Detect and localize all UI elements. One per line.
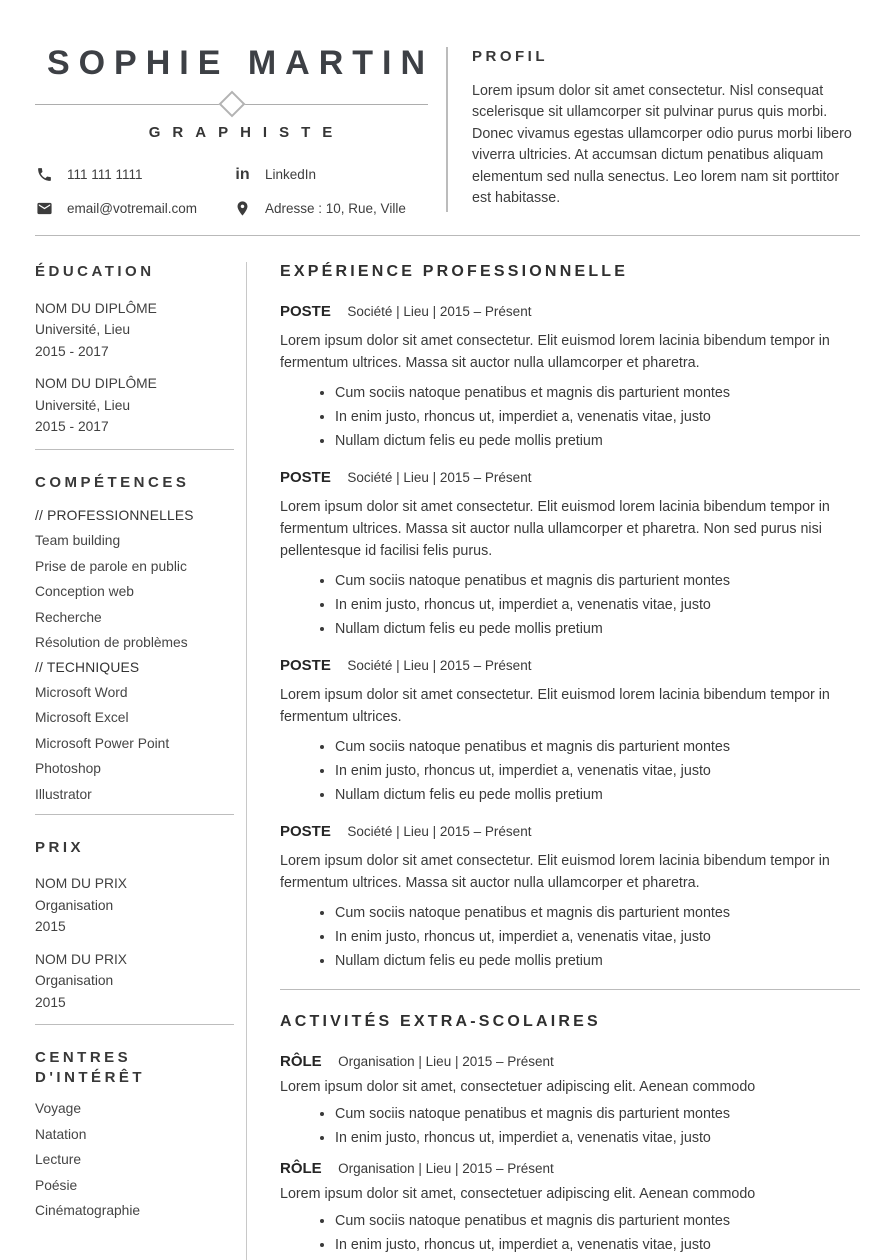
activity-entry-header <box>280 1053 860 1071</box>
awards-title: PRIX <box>35 838 85 856</box>
email-address[interactable]: email@votremail.com <box>67 201 197 217</box>
contact-list <box>35 165 446 218</box>
position-bullets <box>280 901 860 973</box>
person-name: SOPHIE MARTIN <box>46 44 435 82</box>
bullet-item: • Cum sociis natoque penatibus et magnis dis parturient montes <box>335 569 860 593</box>
experience-section <box>280 262 860 973</box>
contact-address <box>233 199 446 218</box>
interest-item: Lecture <box>35 1152 82 1168</box>
skills-section <box>35 473 234 803</box>
role-description: Lorem ipsum dolor sit amet, consectetuer adipiscing elit. Aenean commodo <box>280 1078 756 1095</box>
activity-entry <box>280 1053 860 1150</box>
position-bullets <box>280 381 860 453</box>
job-title: GRAPHISTE <box>148 124 345 142</box>
position-meta: Société | Lieu | 2015 – Présent <box>347 824 532 840</box>
profile-title: PROFIL <box>472 48 548 65</box>
skills-title: COMPÉTENCES <box>35 473 190 491</box>
bullet-item: • Cum sociis natoque penatibus et magnis dis parturient montes <box>335 901 860 925</box>
degree-name: NOM DU DIPLÔME <box>35 300 157 316</box>
address-text: Adresse : 10, Rue, Ville <box>265 201 406 217</box>
role-description: Lorem ipsum dolor sit amet, consectetuer adipiscing elit. Aenean commodo <box>280 1185 756 1202</box>
main-column <box>247 262 860 1260</box>
skill-item: Photoshop <box>35 761 101 777</box>
bullet-item: • Cum sociis natoque penatibus et magnis dis parturient montes <box>335 381 860 405</box>
bullet-item: • In enim justo, rhoncus ut, imperdiet a, venenatis vitae, justo <box>335 1233 860 1257</box>
school-name: Université, Lieu <box>35 322 131 338</box>
bullet-item: • Cum sociis natoque penatibus et magnis dis parturient montes <box>335 1102 860 1126</box>
role-label: RÔLE <box>280 1159 322 1177</box>
skill-item: Résolution de problèmes <box>35 635 188 651</box>
interests-title: CENTRES D'INTÉRÊT <box>35 1049 146 1086</box>
profile-section <box>448 45 860 218</box>
award-year: 2015 <box>35 994 66 1010</box>
skill-item: Microsoft Power Point <box>35 735 170 751</box>
skill-item: Team building <box>35 533 121 549</box>
skill-group-label: // PROFESSIONNELLES <box>35 508 194 524</box>
position-description: Lorem ipsum dolor sit amet consectetur. Elit euismod lorem lacinia bibendum tempor in fermentum ultrices. Massa sit auctor nulla ullamcorper et pharetra. Non sed purus nisi pellentesque id facilisi felis purus. <box>280 499 830 560</box>
phone-icon <box>35 165 54 184</box>
profile-text: Lorem ipsum dolor sit amet consectetur. Nisl consequat scelerisque sit ullamcorper sit pulvinar purus quis morbi. Donec vivamus egestas ullamcorper odio purus morbi libero viverra ultricies. At accumsan dictum penatibus aliquam elementum sed nulla senectus. Leo lorem nam sit porttitor est habitasse. <box>472 82 852 207</box>
bullet-item: • In enim justo, rhoncus ut, imperdiet a, venenatis vitae, justo <box>335 1126 860 1150</box>
envelope-icon <box>35 199 54 218</box>
education-entry <box>35 373 234 438</box>
position-meta: Société | Lieu | 2015 – Présent <box>347 470 532 486</box>
education-years: 2015 - 2017 <box>35 343 109 359</box>
role-bullets <box>280 1209 860 1257</box>
bullet-item: • In enim justo, rhoncus ut, imperdiet a, venenatis vitae, justo <box>335 759 860 783</box>
award-entry <box>35 873 234 938</box>
role-label: RÔLE <box>280 1052 322 1070</box>
experience-entry <box>280 823 860 973</box>
bullet-item: • In enim justo, rhoncus ut, imperdiet a, venenatis vitae, justo <box>335 405 860 429</box>
sidebar <box>35 262 247 1260</box>
skill-item: Microsoft Excel <box>35 710 129 726</box>
award-name: NOM DU PRIX <box>35 876 127 892</box>
experience-title: EXPÉRIENCE PROFESSIONNELLE <box>280 263 629 281</box>
education-entry <box>35 298 234 363</box>
award-org: Organisation <box>35 973 114 989</box>
position-meta: Société | Lieu | 2015 – Présent <box>347 304 532 320</box>
education-years: 2015 - 2017 <box>35 419 109 435</box>
award-entry <box>35 949 234 1014</box>
main-section-divider <box>280 989 860 990</box>
skill-item: Conception web <box>35 584 134 600</box>
activity-entry-header <box>280 1160 860 1178</box>
interest-item: Cinématographie <box>35 1203 141 1219</box>
phone-number: 111 111 1111 <box>67 167 143 183</box>
experience-entry-header <box>280 823 860 841</box>
skill-item: Illustrator <box>35 786 92 802</box>
linkedin-icon: in <box>235 165 250 183</box>
sidebar-divider <box>35 814 234 815</box>
experience-entry <box>280 303 860 453</box>
degree-name: NOM DU DIPLÔME <box>35 376 157 392</box>
skill-group-label: // TECHNIQUES <box>35 659 140 675</box>
name-divider <box>35 92 428 116</box>
interest-item: Voyage <box>35 1101 82 1117</box>
position-label: POSTE <box>280 303 331 321</box>
experience-entry <box>280 469 860 641</box>
bullet-item: • In enim justo, rhoncus ut, imperdiet a, venenatis vitae, justo <box>335 593 860 617</box>
sidebar-divider <box>35 449 234 450</box>
bullet-item: • Cum sociis natoque penatibus et magnis dis parturient montes <box>335 735 860 759</box>
position-bullets <box>280 735 860 807</box>
experience-entry <box>280 657 860 807</box>
awards-section <box>35 838 234 1014</box>
position-meta: Société | Lieu | 2015 – Présent <box>347 658 532 674</box>
interest-item: Natation <box>35 1126 87 1142</box>
activities-section <box>280 1012 860 1257</box>
interest-item: Poésie <box>35 1177 78 1193</box>
position-label: POSTE <box>280 657 331 675</box>
position-label: POSTE <box>280 469 331 487</box>
experience-entry-header <box>280 303 860 321</box>
position-description: Lorem ipsum dolor sit amet consectetur. Elit euismod lorem lacinia bibendum tempor in fermentum ultrices. Massa sit auctor nulla ullamcorper et pharetra. <box>280 853 830 892</box>
bullet-item: • Nullam dictum felis eu pede mollis pretium <box>335 949 860 973</box>
position-bullets <box>280 569 860 641</box>
identity-block <box>35 45 446 218</box>
map-pin-icon <box>233 199 252 218</box>
role-meta: Organisation | Lieu | 2015 – Présent <box>338 1160 554 1176</box>
education-section <box>35 262 234 438</box>
award-org: Organisation <box>35 897 114 913</box>
skill-item: Recherche <box>35 609 102 625</box>
bullet-item: • Cum sociis natoque penatibus et magnis dis parturient montes <box>335 1209 860 1233</box>
contact-linkedin[interactable] <box>233 165 446 184</box>
activities-title: ACTIVITÉS EXTRA-SCOLAIRES <box>280 1013 601 1031</box>
award-name: NOM DU PRIX <box>35 951 127 967</box>
bullet-item: • Nullam dictum felis eu pede mollis pretium <box>335 429 860 453</box>
diamond-ornament-icon <box>218 91 245 118</box>
school-name: Université, Lieu <box>35 397 131 413</box>
experience-entry-header <box>280 469 860 487</box>
contact-email[interactable] <box>35 199 233 218</box>
sidebar-divider <box>35 1024 234 1025</box>
role-meta: Organisation | Lieu | 2015 – Présent <box>338 1053 554 1069</box>
contact-phone <box>35 165 233 184</box>
interests-section <box>35 1048 234 1219</box>
bullet-item: • Nullam dictum felis eu pede mollis pretium <box>335 617 860 641</box>
header <box>0 0 894 218</box>
skill-item: Prise de parole en public <box>35 558 187 574</box>
skill-item: Microsoft Word <box>35 684 128 700</box>
activity-entry <box>280 1160 860 1257</box>
award-year: 2015 <box>35 919 66 935</box>
role-bullets <box>280 1102 860 1150</box>
position-description: Lorem ipsum dolor sit amet consectetur. Elit euismod lorem lacinia bibendum tempor in fermentum ultrices. Massa sit auctor nulla ullamcorper et pharetra. <box>280 333 830 372</box>
body <box>0 236 894 1260</box>
linkedin-label[interactable]: LinkedIn <box>265 167 317 183</box>
bullet-item: • In enim justo, rhoncus ut, imperdiet a, venenatis vitae, justo <box>335 925 860 949</box>
position-label: POSTE <box>280 823 331 841</box>
education-title: ÉDUCATION <box>35 263 155 281</box>
experience-entry-header <box>280 657 860 675</box>
bullet-item: • Nullam dictum felis eu pede mollis pretium <box>335 783 860 807</box>
position-description: Lorem ipsum dolor sit amet consectetur. Elit euismod lorem lacinia bibendum tempor in fermentum ultrices. <box>280 687 830 726</box>
